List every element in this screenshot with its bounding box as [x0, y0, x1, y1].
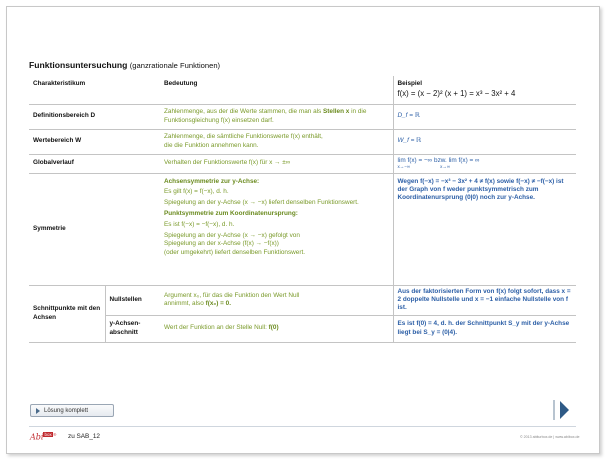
meaning-range-b: die die Funktion annehmen kann.: [164, 141, 259, 149]
row-global: [29, 154, 576, 173]
point-symmetry-text-b: Spiegelung an der x-Achse (f(x) → −f(x)): [164, 240, 279, 248]
example-formula: f(x) = (x − 2)² (x + 1) = x³ − 3x² + 4: [397, 89, 516, 99]
title-main: Funktionsuntersuchung: [29, 60, 128, 70]
meaning-range: [160, 129, 393, 154]
solution-complete-button[interactable]: [30, 404, 114, 417]
label-intercepts: Schnittpunkte mit den Achsen: [29, 285, 105, 342]
header-characteristic: Charakteristikum: [29, 76, 160, 104]
meaning-zeros-a: Argument x₀, für das die Funktion den Wert Null: [164, 291, 300, 299]
meaning-zeros-bold: f(x₀) = 0.: [205, 300, 231, 307]
header-example-label: Beispiel: [397, 80, 423, 87]
title-sub: (ganzrationale Funktionen): [129, 61, 221, 70]
meaning-range-a: Zahlenmenge, die sämtliche Funktionswerte f(x) enthält,: [164, 133, 323, 141]
axis-symmetry-text: Spiegelung an der y-Achse (x → −x) liefert denselben Funktionswert.: [164, 199, 359, 207]
solution-button-label: Lösung komplett: [44, 407, 89, 414]
meaning-yaxis-a: Wert der Funktion an der Stelle Null:: [164, 324, 267, 332]
meaning-definition-b: in die Funktionsgleichung f(x) einsetzen darf.: [164, 108, 367, 124]
analysis-table: [29, 76, 576, 343]
header-meaning: Bedeutung: [160, 76, 393, 104]
next-page-button[interactable]: [557, 400, 571, 420]
copyright-text: © 2013 abiturbox.de | www.abibox.de: [520, 435, 580, 439]
row-yaxis: [29, 315, 576, 342]
point-symmetry-rule: Es ist f(−x) = −f(−x), d. h.: [164, 220, 235, 228]
label-symmetry: Symmetrie: [29, 173, 160, 285]
logo-registered: ®: [52, 432, 57, 437]
row-definition: [29, 104, 576, 129]
example-yaxis: Es ist f(0) = 4, d. h. der Schnittpunkt S_y mit der y-Achse liegt bei S_y = (0|4).: [393, 315, 576, 342]
label-global: Globalverlauf: [29, 154, 160, 173]
meaning-zeros-b: annimmt, also: [164, 300, 204, 307]
row-range: [29, 129, 576, 154]
logo-text: Abi: [30, 432, 44, 442]
abibox-logo: [30, 432, 57, 442]
example-range-text: W_f = ℝ: [397, 137, 422, 145]
example-definition: [393, 104, 576, 129]
axis-symmetry-rule: Es gilt f(x) = f(−x), d. h.: [164, 187, 229, 195]
example-zeros: Aus der faktorisierten Form von f(x) folgt sofort, dass x = 2 doppelte Nullstelle und x = −1 einfache Nullstelle von f ist.: [393, 285, 576, 315]
example-symmetry: Wegen f(−x) = −x³ − 3x² + 4 ≠ f(x) sowie f(−x) ≠ −f(−x) ist der Graph von f weder punktsymmetrisch zum Koordinatenursprung (0|0) noch zur y-Achse.: [393, 173, 576, 285]
meaning-definition-a: Zahlenmenge, aus der die Werte stammen, die man als: [164, 108, 322, 116]
lim-sub-plus: x→∞: [440, 164, 451, 170]
example-definition-text: D_f = ℝ: [397, 112, 420, 120]
footer-divider: [29, 426, 576, 427]
header-example: [393, 76, 576, 104]
example-global: [393, 154, 576, 173]
meaning-symmetry: [160, 173, 393, 285]
label-range: Wertebereich W: [29, 129, 160, 154]
meaning-yaxis-bold: f(0): [268, 324, 279, 332]
logo-badge: box: [44, 432, 52, 437]
page-title: [29, 60, 220, 70]
lim-sub-minus: x→−∞: [397, 164, 411, 170]
axis-symmetry-head: Achsensymmetrie zur y-Achse:: [164, 177, 260, 185]
label-zeros: Nullstellen: [105, 285, 160, 315]
point-symmetry-head: Punktsymmetrie zum Koordinatenursprung:: [164, 210, 298, 218]
label-yaxis: y-Achsen-abschnitt: [105, 315, 160, 342]
point-symmetry-text-a: Spiegelung an der y-Achse (x → −x) gefolgt von: [164, 232, 300, 240]
header-row: [29, 76, 576, 104]
meaning-definition-bold: Stellen x: [323, 108, 350, 116]
example-global-text: lim f(x) = −∞ bzw. lim f(x) = ∞: [397, 156, 480, 164]
example-range: [393, 129, 576, 154]
meaning-definition: [160, 104, 393, 129]
next-arrow-icon: [560, 401, 569, 419]
meaning-global: Verhalten der Funktionswerte f(x) für x → ±∞: [160, 154, 393, 173]
nav-divider: [553, 400, 555, 420]
row-symmetry: [29, 173, 576, 285]
point-symmetry-text-c: (oder umgekehrt) liefert denselben Funktionswert.: [164, 248, 306, 256]
row-zeros: [29, 285, 576, 315]
meaning-yaxis: [160, 315, 393, 342]
meaning-zeros: [160, 285, 393, 315]
label-definition: Definitionsbereich D: [29, 104, 160, 129]
reference-label: zu SAB_12: [68, 433, 100, 440]
play-icon: [36, 408, 40, 414]
